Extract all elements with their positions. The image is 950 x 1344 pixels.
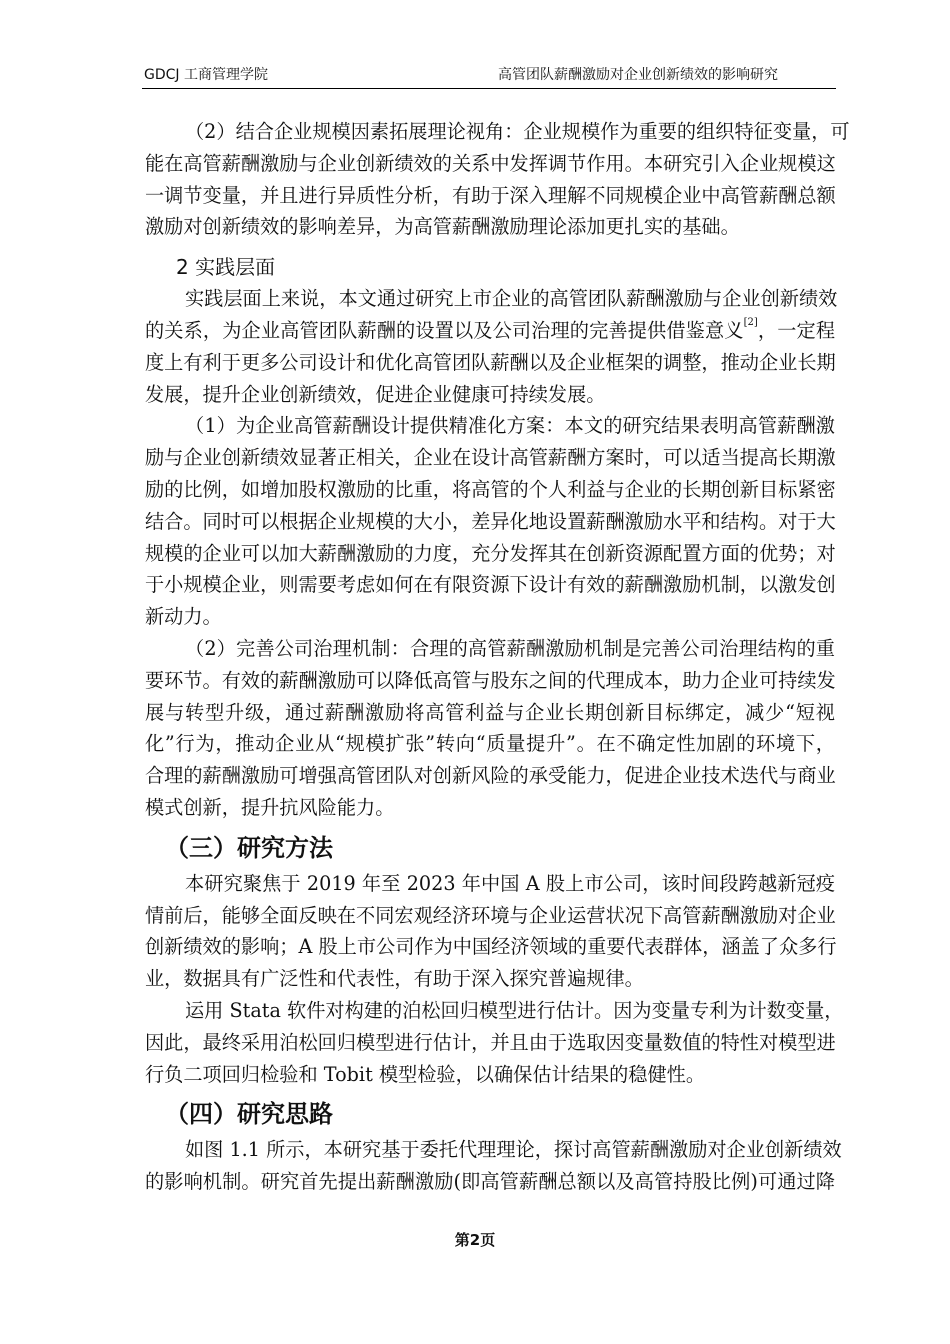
- header-title: 高管团队薪酬激励对企业创新绩效的影响研究: [498, 67, 778, 83]
- text-line: 规模的企业可以加大薪酬激励的力度，充分发挥其在创新资源配置方面的优势；对: [145, 541, 836, 565]
- paragraph: [145, 116, 850, 243]
- text-line: 运用 Stata 软件对构建的泊松回归模型进行估计。因为变量专利为计数变量，: [185, 998, 844, 1022]
- text-line: 新动力。: [145, 605, 222, 629]
- page-header: [142, 64, 836, 89]
- paragraph: [145, 995, 844, 1090]
- text-line: 度上有利于更多公司设计和优化高管团队薪酬以及企业框架的调整，推动企业长期: [145, 350, 836, 374]
- document-body: [145, 116, 850, 1198]
- text-line: 业，数据具有广泛性和代表性，有助于深入探究普遍规律。: [145, 967, 644, 991]
- text-line: 本研究聚焦于 2019 年至 2023 年中国 A 股上市公司，该时间段跨越新冠疫: [185, 871, 835, 895]
- text-line: 行负二项回归检验和 Tobit 模型检验，以确保估计结果的稳健性。: [145, 1062, 706, 1086]
- text-line: 要环节。有效的薪酬激励可以降低高管与股东之间的代理成本，助力企业可持续发: [145, 668, 836, 692]
- text-line: 实践层面上来说，本文通过研究上市企业的高管团队薪酬激励与企业创新绩效: [185, 287, 838, 311]
- text-line: （1）为企业高管薪酬设计提供精准化方案：本文的研究结果表明高管薪酬激: [185, 414, 835, 438]
- section-heading: 2 实践层面: [176, 255, 276, 280]
- text-line: 情前后，能够全面反映在不同宏观经济环境与企业运营状况下高管薪酬激励对企业: [145, 903, 836, 927]
- section-heading: （四）研究思路: [165, 1100, 333, 1129]
- text-line: 励的比例，如增加股权激励的比重，将高管的个人利益与企业的长期创新目标紧密: [145, 477, 836, 501]
- paragraph: [145, 868, 835, 995]
- citation-reference[interactable]: [2]: [743, 316, 758, 328]
- text-line: 的影响机制。研究首先提出薪酬激励(即高管薪酬总额以及高管持股比例)可通过降: [145, 1170, 835, 1194]
- text-line: 化”行为，推动企业从“规模扩张”转向“质量提升”。在不确定性加剧的环境下，: [145, 732, 835, 756]
- text-line: 创新绩效的影响；A 股上市公司作为中国经济领域的重要代表群体，涵盖了众多行: [145, 935, 837, 959]
- header-institution: GDCJ 工商管理学院: [144, 67, 268, 83]
- text-line: 结合。同时可以根据企业规模的大小，差异化地设置薪酬激励水平和结构。对于大: [145, 509, 836, 533]
- text-line: 能在高管薪酬激励与企业创新绩效的关系中发挥调节作用。本研究引入企业规模这: [145, 151, 836, 175]
- text-line: 合理的薪酬激励可增强高管团队对创新风险的承受能力，促进企业技术迭代与商业: [145, 764, 836, 788]
- text-line: （2）完善公司治理机制：合理的高管薪酬激励机制是完善公司治理结构的重: [185, 636, 835, 660]
- paragraph: [145, 633, 835, 824]
- text-line: 如图 1.1 所示，本研究基于委托代理理论，探讨高管薪酬激励对企业创新绩效: [185, 1138, 842, 1162]
- section-heading: （三）研究方法: [165, 833, 333, 862]
- text-line: [145, 315, 835, 347]
- text-line: 因此，最终采用泊松回归模型进行估计，并且由于选取因变量数值的特性对模型进: [145, 1030, 836, 1054]
- text-line: 激励对创新绩效的影响差异，为高管薪酬激励理论添加更扎实的基础。: [145, 215, 740, 239]
- paragraph: [145, 1134, 842, 1198]
- text-line: 励与企业创新绩效显著正相关，企业在设计高管薪酬方案时，可以适当提高长期激: [145, 446, 836, 470]
- text-line: 模式创新，提升抗风险能力。: [145, 795, 395, 819]
- text-segment: ，一定程: [757, 318, 836, 342]
- text-line: （2）结合企业规模因素拓展理论视角：企业规模作为重要的组织特征变量，可: [185, 120, 850, 143]
- text-line: 发展，提升企业创新绩效，促进企业健康可持续发展。: [145, 382, 606, 406]
- paragraph: [145, 410, 835, 633]
- text-line: 于小规模企业，则需要考虑如何在有限资源下设计有效的薪酬激励机制，以激发创: [145, 573, 836, 597]
- page-number: 第2页: [454, 1231, 496, 1249]
- paragraph: [145, 283, 838, 410]
- text-line: 展与转型升级，通过薪酬激励将高管利益与企业长期创新目标绑定，减少“短视: [145, 700, 835, 724]
- text-line: 一调节变量，并且进行异质性分析，有助于深入理解不同规模企业中高管薪酬总额: [145, 183, 836, 207]
- text-segment: 的关系，为企业高管团队薪酬的设置以及公司治理的完善提供借鉴意义: [145, 318, 744, 342]
